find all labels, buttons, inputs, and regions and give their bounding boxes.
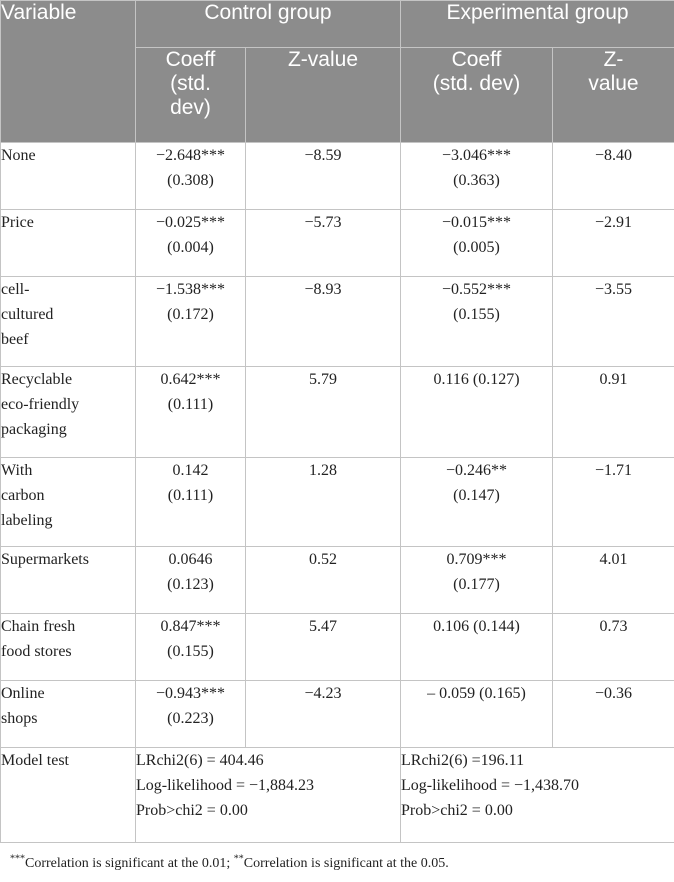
experimental-coeff-cell: −3.046*** (0.363) — [401, 143, 553, 210]
variable-cell: Online shops — [1, 681, 136, 748]
table-row — [1, 547, 674, 614]
table-footnote: ***Correlation is significant at the 0.01; **Correlation is significant at the 0.05. — [10, 853, 449, 871]
table-row — [1, 143, 674, 210]
experimental-zvalue-cell: −1.71 — [553, 458, 674, 547]
control-zvalue-cell: 0.52 — [246, 547, 401, 614]
variable-cell: Recyclable eco-friendly packaging — [1, 367, 136, 458]
variable-cell: Price — [1, 210, 136, 277]
experimental-zvalue-header: Z- value — [553, 48, 674, 143]
variable-cell: Chain fresh food stores — [1, 614, 136, 681]
experimental-coeff-cell: 0.709*** (0.177) — [401, 547, 553, 614]
experimental-zvalue-cell: 4.01 — [553, 547, 674, 614]
control-coeff-cell: −1.538*** (0.172) — [136, 277, 246, 367]
table-header — [1, 1, 674, 143]
control-coeff-cell: −0.025*** (0.004) — [136, 210, 246, 277]
control-coeff-cell: 0.142 (0.111) — [136, 458, 246, 547]
control-model-test: LRchi2(6) = 404.46 Log-likelihood = −1,884.23 Prob>chi2 = 0.00 — [136, 748, 401, 843]
control-coeff-cell: −2.648*** (0.308) — [136, 143, 246, 210]
control-group-header: Control group — [136, 1, 401, 48]
control-zvalue-cell: −5.73 — [246, 210, 401, 277]
experimental-model-test: LRchi2(6) =196.11 Log-likelihood = −1,438.70 Prob>chi2 = 0.00 — [401, 748, 674, 843]
control-zvalue-cell: 5.79 — [246, 367, 401, 458]
control-zvalue-cell: −8.93 — [246, 277, 401, 367]
table-row — [1, 458, 674, 547]
experimental-coeff-cell: 0.106 (0.144) — [401, 614, 553, 681]
experimental-zvalue-cell: −3.55 — [553, 277, 674, 367]
table-row — [1, 210, 674, 277]
model-test-label: Model test — [1, 748, 136, 843]
footnote-mark-double: ** — [233, 853, 244, 865]
control-coeff-cell: 0.847*** (0.155) — [136, 614, 246, 681]
control-coeff-cell: 0.0646 (0.123) — [136, 547, 246, 614]
table-row — [1, 681, 674, 748]
footnote-mark-triple: *** — [10, 853, 25, 865]
variable-header: Variable — [1, 1, 136, 143]
control-zvalue-cell: 1.28 — [246, 458, 401, 547]
experimental-coeff-cell: −0.246** (0.147) — [401, 458, 553, 547]
control-coeff-cell: 0.642*** (0.111) — [136, 367, 246, 458]
table-body — [1, 143, 674, 843]
control-zvalue-cell: −4.23 — [246, 681, 401, 748]
experimental-zvalue-cell: −8.40 — [553, 143, 674, 210]
variable-cell: None — [1, 143, 136, 210]
table-row — [1, 367, 674, 458]
experimental-zvalue-cell: −2.91 — [553, 210, 674, 277]
variable-cell: With carbon labeling — [1, 458, 136, 547]
experimental-zvalue-cell: −0.36 — [553, 681, 674, 748]
experimental-group-header: Experimental group — [401, 1, 674, 48]
experimental-coeff-cell: −0.552*** (0.155) — [401, 277, 553, 367]
table-row — [1, 277, 674, 367]
variable-cell: cell- cultured beef — [1, 277, 136, 367]
control-zvalue-header: Z-value — [246, 48, 401, 143]
control-coeff-header: Coeff (std. dev) — [136, 48, 246, 143]
experimental-coeff-cell: −0.015*** (0.005) — [401, 210, 553, 277]
experimental-coeff-cell: – 0.059 (0.165) — [401, 681, 553, 748]
control-zvalue-cell: 5.47 — [246, 614, 401, 681]
experimental-coeff-cell: 0.116 (0.127) — [401, 367, 553, 458]
variable-cell: Supermarkets — [1, 547, 136, 614]
experimental-coeff-header: Coeff (std. dev) — [401, 48, 553, 143]
control-coeff-cell: −0.943*** (0.223) — [136, 681, 246, 748]
experimental-zvalue-cell: 0.91 — [553, 367, 674, 458]
experimental-zvalue-cell: 0.73 — [553, 614, 674, 681]
model-test-row — [1, 748, 674, 843]
table-row — [1, 614, 674, 681]
control-zvalue-cell: −8.59 — [246, 143, 401, 210]
